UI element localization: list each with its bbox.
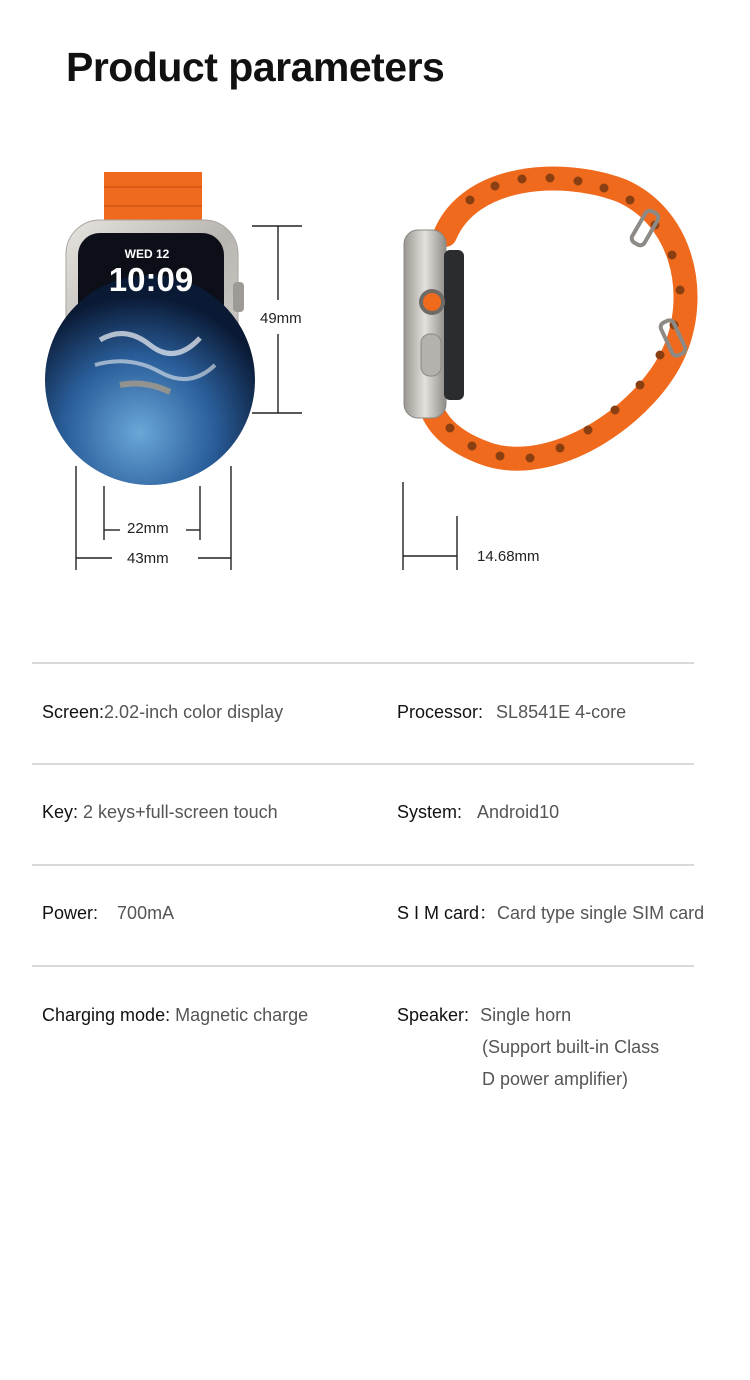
spec-label: Charging mode: [42, 1005, 171, 1025]
spec-value: Android10 [477, 802, 560, 822]
spec-value: SL8541E 4-core [496, 702, 627, 722]
spec-label: Speaker: [397, 1005, 470, 1025]
spec-value: Card type single SIM card [497, 903, 705, 923]
divider [32, 965, 694, 967]
page-title: Product parameters [66, 44, 445, 90]
thickness-label: 14.68mm [477, 548, 540, 565]
spec-value: Magnetic charge [175, 1005, 309, 1025]
spec-label: Processor: [397, 702, 484, 722]
spec-label: Key: [42, 802, 79, 822]
watch-front [45, 172, 255, 485]
divider [32, 763, 694, 765]
spec-screen [42, 696, 283, 728]
watch-side [404, 174, 687, 463]
height-label: 49mm [260, 310, 302, 327]
divider [32, 864, 694, 866]
watch-time: 10:09 [108, 261, 194, 298]
spec-processor [397, 696, 626, 728]
spec-label: Screen: [42, 702, 105, 722]
spec-label: Power: [42, 903, 99, 923]
watch-dimension-figure [0, 150, 750, 590]
spec-key [42, 796, 278, 828]
spec-sim-card [397, 897, 704, 929]
spec-value: 2.02-inch color display [104, 702, 284, 722]
band-width-label: 22mm [127, 520, 169, 537]
spec-value: Single horn [480, 1005, 572, 1025]
digital-crown [233, 282, 244, 312]
spec-value-line3: D power amplifier) [482, 1069, 629, 1089]
watch-date: WED 12 [124, 247, 170, 261]
thickness-dimension [403, 482, 457, 570]
divider [32, 662, 694, 664]
spec-power [42, 897, 174, 929]
earth-image [45, 275, 255, 485]
side-button [421, 334, 441, 376]
spec-label: S I M card： [397, 903, 498, 923]
spec-speaker [397, 999, 571, 1031]
spec-charging-mode [42, 999, 308, 1031]
case-width-label: 43mm [127, 550, 169, 567]
watch-side-case [404, 230, 446, 418]
spec-value: 2 keys+full-screen touch [83, 802, 278, 822]
ocean-band [432, 179, 686, 459]
spec-value-line2: (Support built-in Class [482, 1037, 660, 1057]
spec-system [397, 796, 559, 828]
spec-label: System: [397, 802, 463, 822]
spec-value: 700mA [117, 903, 175, 923]
